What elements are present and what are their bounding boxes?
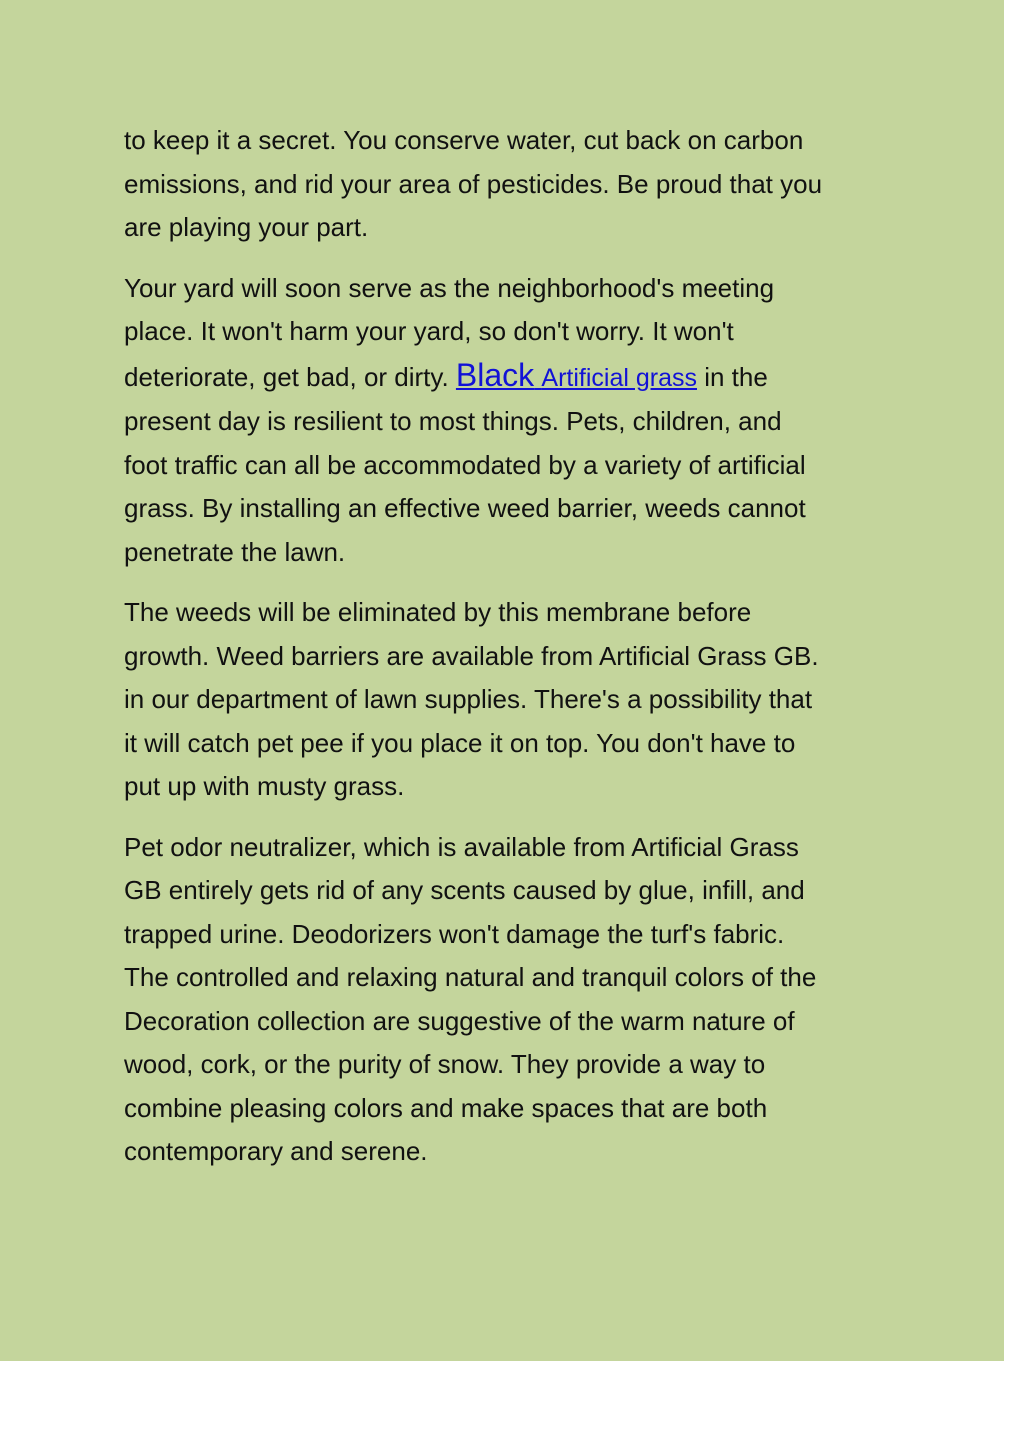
text-line: grass. By installing an effective weed barrier, weeds cannot <box>124 493 806 523</box>
text-line: place. It won't harm your yard, so don't worry. It won't <box>124 316 734 346</box>
text-line: penetrate the lawn. <box>124 536 346 567</box>
link-word-artificial-grass[interactable]: Artificial grass <box>541 363 697 392</box>
text-line: emissions, and rid your area of pesticides. Be proud that you <box>124 168 823 199</box>
link-word-black[interactable]: Black <box>455 356 535 393</box>
text-line: The weeds will be eliminated by this membrane before <box>124 597 752 627</box>
document-body <box>124 119 904 1191</box>
text-line: The controlled and relaxing natural and tranquil colors of the <box>124 962 817 992</box>
text-line: foot traffic can all be accommodated by a variety of artificial <box>124 449 806 480</box>
text-line: contemporary and serene. <box>124 1136 428 1166</box>
paragraph-2 <box>124 267 904 575</box>
text-line: in our department of lawn supplies. There's a possibility that <box>124 684 813 714</box>
text-line-with-link <box>124 354 904 401</box>
text-line: it will catch pet pee if you place it on top. You don't have to <box>124 727 796 758</box>
text-line: Decoration collection are suggestive of the warm nature of <box>124 1005 795 1036</box>
text-line: growth. Weed barriers are available from Artificial Grass GB. <box>124 640 819 671</box>
paragraph-1 <box>124 119 904 250</box>
text-line: present day is resilient to most things. Pets, children, and <box>124 406 782 436</box>
paragraph-4 <box>124 826 904 1174</box>
text-line: GB entirely gets rid of any scents caused by glue, infill, and <box>124 875 805 905</box>
text-line: combine pleasing colors and make spaces that are both <box>124 1092 768 1123</box>
text-line: trapped urine. Deodorizers won't damage the turf's fabric. <box>124 918 785 949</box>
text-line: Pet odor neutralizer, which is available from Artificial Grass <box>124 831 799 862</box>
text-line: wood, cork, or the purity of snow. They provide a way to <box>124 1049 766 1079</box>
text-line: put up with musty grass. <box>124 771 405 801</box>
link-line-suffix: in the <box>697 361 768 392</box>
artificial-grass-link[interactable] <box>455 356 697 393</box>
text-line: to keep it a secret. You conserve water, cut back on carbon <box>124 125 804 155</box>
link-line-prefix: deteriorate, get bad, or dirty. <box>124 361 456 392</box>
paragraph-3 <box>124 591 904 809</box>
text-line: are playing your part. <box>124 212 369 242</box>
text-line: Your yard will soon serve as the neighborhood's meeting <box>124 272 775 303</box>
